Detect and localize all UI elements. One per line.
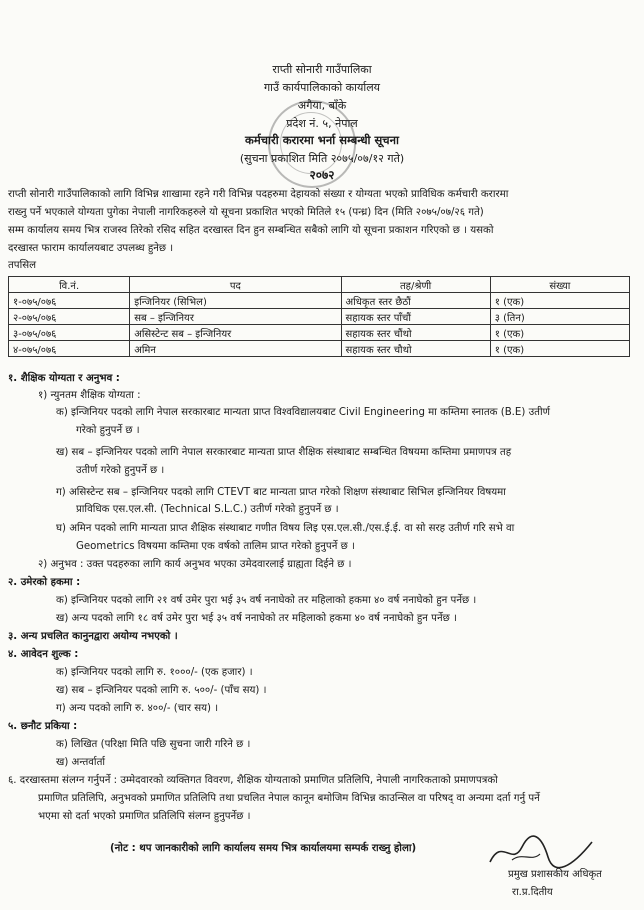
cell-serial: ४-०७५/०७६: [9, 341, 130, 357]
footer-note: (नोट : थप जानकारीको लागि कार्यालय समय भित्र कार्यालयमा सम्पर्क राख्नु होला): [110, 843, 417, 854]
section-1-gha-line-2: Geometrics विषयमा कम्तिमा एक वर्षको तालिम प्राप्त गरेको हुनुपर्ने छ ।: [76, 541, 355, 552]
cell-post: सब – इन्जिनियर: [130, 309, 341, 325]
section-1-ka-line-2: गरेको हुनुपर्ने छ ।: [76, 425, 140, 436]
signatory-rank: रा.प्र.दितीय: [512, 887, 553, 898]
cell-level: सहायक स्तर चौंथो: [341, 325, 490, 341]
signatory-title: प्रमुख प्रशासकीय अधिकृत: [508, 869, 602, 880]
section-2-ka: क) इन्जिनियर पदको लागि २१ वर्ष उमेर पुरा भई ३५ वर्ष ननाघेको तर महिलाको हकमा ४० वर्ष ननाघेको हुन पर्नेछ ।: [56, 595, 477, 606]
section-4-title: ४. आवेदन शुल्क :: [8, 649, 79, 660]
office-location: अगैया, बाँके: [297, 99, 347, 112]
cell-level: सहायक स्तर चौथो: [341, 341, 490, 357]
section-5-title: ५. छनौट प्रकिया :: [8, 721, 78, 732]
table-row: [9, 293, 630, 309]
section-3-title: ३. अन्य प्रचलित कानुनद्वारा अयोग्य नभएको ।: [8, 631, 178, 642]
notice-year: २०७२: [309, 168, 335, 182]
header-post: पद: [130, 277, 341, 293]
table-row: [9, 325, 630, 341]
header-serial: वि.नं.: [9, 277, 130, 293]
intro-line-2: राख्नु पर्ने भएकाले योग्यता पुगेका नेपाली नागरिकहरुले यो सूचना प्रकाशित भएको मितिले १५ (पन्ध्र) दिन (मिति २०७५/०७/२६ गते): [8, 207, 484, 218]
header-level: तह/श्रेणी: [341, 277, 490, 293]
section-5-ka: क) लिखित (परिक्षा मिति पछि सुचना जारी गरिने छ ।: [56, 739, 251, 750]
section-4-kha: ख) सब – इन्जिनियर पदको लागि रु. ५००/- (पाँच सय) ।: [56, 685, 267, 696]
section-2-title: २. उमेरको हकमा :: [8, 577, 81, 588]
section-1-gha-line-1: घ) अमिन पदको लागि मान्यता प्राप्त शैक्षिक संस्थाबाट गणीत विषय लिइ एस.एल.सी./एस.ई.ई. वा सो सरह उतीर्ण गरि सभे वा: [56, 523, 515, 534]
office-name: गाउँ कार्यपालिकाको कार्यालय: [263, 81, 381, 94]
section-1-title: १. शैक्षिक योग्यता र अनुभव :: [8, 373, 120, 384]
province-name: प्रदेश नं. ५, नेपाल: [286, 117, 358, 130]
cell-post: असिस्टेन्ट सब – इन्जिनियर: [130, 325, 341, 341]
section-1-kha-line-2: उतीर्ण गरेको हुनुपर्ने छ ।: [76, 465, 165, 476]
section-4-ga: ग) अन्य पदको लागि रु. ४००/- (चार सय) ।: [56, 703, 219, 714]
table-label: तपसिल: [8, 260, 37, 271]
cell-count: १ (एक): [490, 293, 629, 309]
cell-count: ३ (तिन): [490, 309, 629, 325]
section-1-min-qualification: १) न्युनतम शैक्षिक योग्यता :: [38, 390, 141, 401]
section-1-kha-line-1: ख) सब – इन्जिनियर पदको लागि नेपाल सरकारबाट मान्यता प्राप्त शैक्षिक संस्थाबाट सम्बन्धित विषयमा कम्तिमा प्रमाणपत्र तह: [56, 447, 512, 458]
cell-count: १ (एक): [490, 325, 629, 341]
publish-date: (सुचना प्रकाशित मिति २०७५/०७/१२ गते): [239, 152, 405, 165]
cell-count: १ (एक): [490, 341, 629, 357]
section-6-line-1: ६. दरखास्तमा संलग्न गर्नुपर्ने : उम्मेदवारको व्यक्तिगत विवरण, शैक्षिक योग्यताको प्रमाणित प्रतिलिपि, नेपाली नागरिकताको प्रमाणपत्रको: [8, 775, 498, 786]
section-5-kha: ख) अन्तर्वार्ता: [56, 757, 106, 768]
section-6-line-3: भएमा सो दर्ता भएको प्रमाणित प्रतिलिपि संलग्न हुनुपर्नेछ ।: [38, 811, 251, 822]
section-1-experience: २) अनुभव : उक्त पदहरुका लागि कार्य अनुभव भएका उमेदवारलाई ग्राह्यता दिईने छ ।: [38, 559, 352, 570]
header-count: संख्या: [490, 277, 629, 293]
table-header-row: [9, 277, 630, 293]
cell-serial: १-०७५/०७६: [9, 293, 130, 309]
cell-serial: ३-०७५/०७६: [9, 325, 130, 341]
table-row: [9, 341, 630, 357]
section-1-ga-line-1: ग) असिस्टेन्ट सब – इन्जिनियर पदको लागि CTEVT बाट मान्यता प्राप्त गरेको शिक्षण संस्थाबाट सिभिल इन्जिनियर विषयमा: [56, 487, 506, 498]
municipality-name: राप्ती सोनारी गाउँपालिका: [272, 63, 372, 76]
notice-title: कर्मचारी करारमा भर्ना सम्बन्धी सूचना: [245, 133, 399, 147]
intro-line-1: राप्ती सोनारी गाउँपालिकाको लागि विभिन्न शाखामा रहने गरी विभिन्न पदहरुमा देहायको संख्या र योग्यता भएको प्राविधिक कर्मचारी करारमा: [8, 189, 509, 200]
section-1-ka-line-1: क) इन्जिनियर पदको लागि नेपाल सरकारबाट मान्यता प्राप्त विश्वविद्यालयबाट Civil Engineering मा कम्तिमा स्नातक (B.E) उतीर्ण: [56, 407, 550, 418]
cell-post: इन्जिनियर (सिभिल): [130, 293, 341, 309]
table-row: [9, 309, 630, 325]
cell-serial: २-०७५/०७६: [9, 309, 130, 325]
intro-line-3: सम्म कार्यालय समय भित्र राजस्व तिरेको रसिद सहित दरखास्त दिन हुन सम्बन्धित सबैको लागि यो सूचना प्रकाशन गरिएको छ । यसको: [8, 225, 494, 236]
posts-table: [8, 276, 630, 357]
intro-line-4: दरखास्त फाराम कार्यालयबाट उपलब्ध हुनेछ ।: [8, 243, 174, 254]
section-4-ka: क) इन्जिनियर पदको लागि रु. १०००/- (एक हजार) ।: [56, 667, 253, 678]
cell-level: अधिकृत स्तर छैठौं: [341, 293, 490, 309]
section-2-kha: ख) अन्य पदको लागि १८ वर्ष उमेर पुरा भई ३५ वर्ष ननाघेको तर महिलाको हकमा ४० वर्ष ननाघेको हुन पर्नेछ ।: [56, 613, 457, 624]
cell-post: अमिन: [130, 341, 341, 357]
section-6-line-2: प्रमाणित प्रतिलिपि, अनुभवको प्रमाणित प्रतिलिपि तथा प्रचलित नेपाल कानून बमोजिम विभिन्न काउन्सिल वा परिषद् वा अन्यमा दर्ता गर्नु पर्ने: [38, 793, 540, 804]
cell-level: सहायक स्तर पाँचौं: [341, 309, 490, 325]
section-1-ga-line-2: प्राविधिक एस.एल.सी. (Technical S.L.C.) उतीर्ण गरेको हुनुपर्ने छ ।: [76, 504, 339, 515]
